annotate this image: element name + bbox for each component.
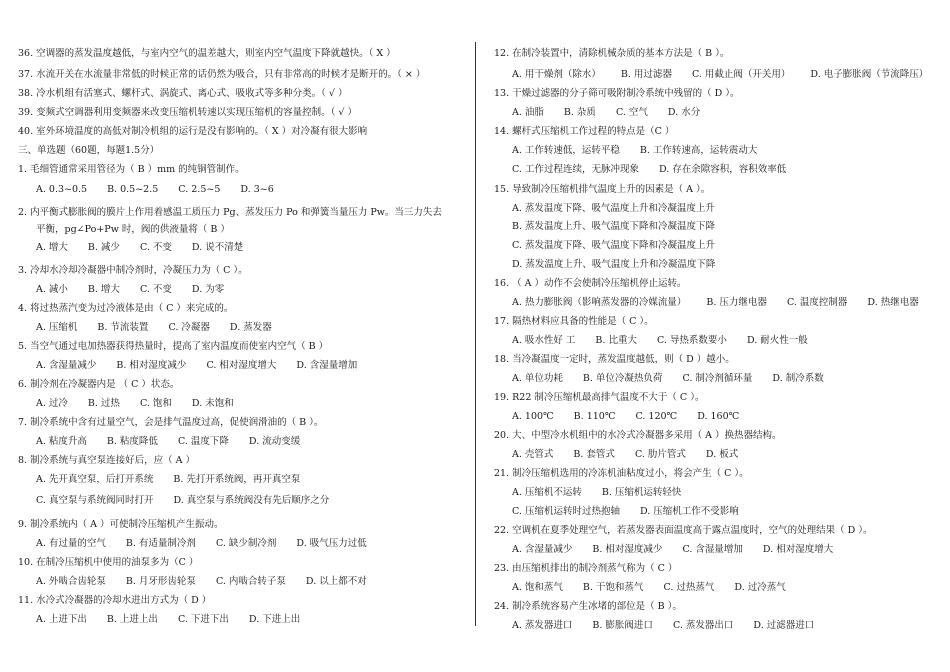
answer-option: C. 温度控制器 bbox=[786, 297, 848, 308]
answer-option: A. 上进下出 bbox=[36, 614, 87, 625]
question-line: 4. 将过热蒸汽变为过冷液体是由（ C ）来完成的。 bbox=[18, 303, 234, 314]
question-line: 14. 螺杆式压缩机工作过程的特点是（C ） bbox=[494, 126, 675, 137]
answer-option: A. 0.3~0.5 bbox=[36, 184, 88, 195]
answer-option: C. 2.5~5 bbox=[178, 184, 221, 195]
answer-option: B. 相对湿度减少 bbox=[116, 360, 187, 371]
answer-option: B. 压缩机运转轻快 bbox=[601, 487, 682, 498]
answer-option: A. 过冷 bbox=[36, 398, 68, 409]
question-line: 18. 当冷凝温度一定时，蒸发温度越低，则（ D ）越小。 bbox=[494, 354, 735, 365]
answer-options bbox=[494, 544, 934, 556]
answer-options bbox=[18, 576, 470, 588]
question-line: 2. 内平衡式膨胀阀的膜片上作用着感温工质压力 Pg、蒸发压力 Po 和弹簧当量压力 Pw。当三力失去 bbox=[18, 207, 442, 218]
answer-option: A. 增大 bbox=[36, 242, 68, 253]
answer-options bbox=[494, 145, 934, 157]
question-line: 22. 空调机在夏季处理空气，若蒸发器表面温度高于露点温度时，空气的处理结果（ D ）。 bbox=[494, 525, 873, 536]
answer-option: D. 过滤器进口 bbox=[753, 620, 815, 631]
answer-option: A. 含湿量减少 bbox=[512, 544, 573, 555]
answer-option: D. 3~6 bbox=[240, 184, 274, 195]
answer-options bbox=[494, 297, 934, 309]
question-line: 10. 在制冷压缩机中使用的油泵多为（C ） bbox=[18, 557, 199, 568]
answer-option: A. 蒸发器进口 bbox=[512, 620, 573, 631]
answer-option: C. 不变 bbox=[139, 242, 172, 253]
answer-options bbox=[494, 164, 934, 176]
answer-option: C. 饱和 bbox=[139, 398, 172, 409]
answer-option: D. 下进上出 bbox=[248, 614, 301, 625]
answer-option: D. 为零 bbox=[191, 284, 225, 295]
answer-option: B. 干饱和蒸气 bbox=[582, 582, 644, 593]
question-line: B. 蒸发温度上升、吸气温度下降和冷凝温度下降 bbox=[512, 221, 716, 232]
answer-option: D. 吸气压力过低 bbox=[296, 538, 367, 549]
answer-option: C. 冷凝器 bbox=[168, 322, 210, 333]
answer-option: B. 用过滤器 bbox=[620, 69, 672, 80]
answer-option: C. 120℃ bbox=[635, 411, 678, 422]
question-line: 36. 空调器的蒸发温度越低，与室内空气的温差越大，则室内空气温度下降就越快。（ X ） bbox=[18, 48, 396, 59]
answer-option: C. 缺少制冷剂 bbox=[215, 538, 277, 549]
answer-options bbox=[494, 506, 934, 518]
answer-option: C. 过热蒸气 bbox=[663, 582, 715, 593]
answer-option: C. 蒸发器出口 bbox=[672, 620, 734, 631]
question-line: 9. 制冷系统内（ A ）可使制冷压缩机产生振动。 bbox=[18, 519, 224, 530]
question-line: 11. 水冷式冷凝器的冷却水进出方式为（ D ） bbox=[18, 595, 212, 606]
answer-option: A. 100℃ bbox=[512, 411, 554, 422]
answer-option: D. 电子膨胀阀（节流降压） bbox=[810, 69, 929, 80]
column-divider bbox=[475, 42, 476, 626]
left-column bbox=[18, 0, 470, 672]
question-line: 24. 制冷系统容易产生冰堵的部位是（ B ）。 bbox=[494, 601, 682, 612]
answer-option: D. 压缩机工作不受影响 bbox=[639, 506, 739, 517]
answer-option: D. 制冷系数 bbox=[772, 373, 824, 384]
answer-options bbox=[18, 322, 470, 334]
question-line: 21. 制冷压缩机选用的冷冻机油粘度过小，将会产生（ C ）。 bbox=[494, 468, 749, 479]
answer-option: D. 蒸发器 bbox=[229, 322, 272, 333]
answer-options bbox=[494, 335, 934, 347]
answer-option: A. 减小 bbox=[36, 284, 68, 295]
answer-options bbox=[494, 107, 934, 119]
question-line: 37. 水流开关在水流量非常低的时候正常的话仍然为吸合，只有非常高的时候才是断开的。（ × ） bbox=[18, 69, 426, 80]
answer-options bbox=[18, 614, 470, 626]
answer-option: C. 下进下出 bbox=[177, 614, 229, 625]
answer-option: B. 增大 bbox=[87, 284, 120, 295]
question-line: 13. 干燥过滤器的分子筛可吸附制冷系统中残留的（ D ）。 bbox=[494, 88, 740, 99]
answer-option: D. 含湿量增加 bbox=[296, 360, 358, 371]
answer-options bbox=[18, 284, 470, 296]
answer-option: D. 板式 bbox=[705, 449, 739, 460]
answer-options bbox=[494, 411, 934, 423]
question-line: 平衡，pg∠Po+Pw 时，阀的供液量将（ B ） bbox=[36, 224, 230, 235]
answer-option: D. 耐火性一般 bbox=[746, 335, 808, 346]
answer-option: D. 存在余隙容积，容积效率低 bbox=[658, 164, 787, 175]
answer-option: A. 单位功耗 bbox=[512, 373, 563, 384]
right-column bbox=[494, 0, 934, 672]
question-line: D. 蒸发温度上升、吸气温度上升和冷凝温度下降 bbox=[512, 259, 716, 270]
answer-option: D. 以上都不对 bbox=[305, 576, 367, 587]
answer-option: A. 热力膨胀阀（影响蒸发器的冷媒流量） bbox=[512, 297, 687, 308]
answer-option: B. 减少 bbox=[87, 242, 120, 253]
answer-options bbox=[18, 398, 470, 410]
answer-options bbox=[18, 242, 470, 254]
answer-option: C. 空气 bbox=[615, 107, 648, 118]
answer-option: C. 压缩机运转时过热抱轴 bbox=[512, 506, 620, 517]
answer-option: B. 压力继电器 bbox=[706, 297, 767, 308]
answer-option: A. 粘度升高 bbox=[36, 436, 87, 447]
question-line: 38. 冷水机组有活塞式、螺杆式、涡旋式、离心式、吸收式等多种分类。（ √ ） bbox=[18, 88, 348, 99]
answer-option: B. 杂质 bbox=[563, 107, 596, 118]
answer-options bbox=[494, 449, 934, 461]
question-line: 40. 室外环境温度的高低对制冷机组的运行是没有影响的。（ X ）对冷凝有很大影响 bbox=[18, 126, 368, 137]
answer-option: C. 制冷剂循环量 bbox=[682, 373, 753, 384]
answer-option: C. 含湿量增加 bbox=[682, 544, 743, 555]
answer-option: D. 说不清楚 bbox=[191, 242, 244, 253]
answer-options bbox=[18, 436, 470, 448]
answer-option: A. 油脂 bbox=[512, 107, 544, 118]
answer-option: B. 月牙形齿轮泵 bbox=[125, 576, 196, 587]
answer-option: D. 过冷蒸气 bbox=[734, 582, 786, 593]
answer-option: B. 110℃ bbox=[573, 411, 616, 422]
question-line: 15. 导致制冷压缩机排气温度上升的因素是（ A ）。 bbox=[494, 184, 711, 195]
answer-option: C. 肋片管式 bbox=[634, 449, 686, 460]
answer-option: A. 压缩机不运转 bbox=[512, 487, 582, 498]
answer-option: B. 0.5~2.5 bbox=[107, 184, 159, 195]
answer-options bbox=[18, 184, 470, 196]
answer-option: D. 相对湿度增大 bbox=[762, 544, 834, 555]
answer-option: D. 流动变缓 bbox=[248, 436, 301, 447]
answer-options bbox=[494, 487, 934, 499]
question-line: 17. 隔热材料应具备的性能是（ C ）。 bbox=[494, 316, 654, 327]
answer-option: B. 粘度降低 bbox=[106, 436, 158, 447]
question-line: 16. （ A ）动作不会使制冷压缩机停止运转。 bbox=[494, 278, 687, 289]
answer-option: A. 有过量的空气 bbox=[36, 538, 106, 549]
answer-option: B. 有适量制冷剂 bbox=[125, 538, 196, 549]
answer-options bbox=[18, 474, 470, 486]
question-line: 20. 大、中型冷水机组中的水冷式冷凝器多采用（ A ）换热器结构。 bbox=[494, 430, 782, 441]
answer-option: C. 内啮合转子泵 bbox=[215, 576, 286, 587]
answer-option: A. 用干燥剂（除水） bbox=[512, 69, 601, 80]
answer-option: B. 工作转速高，运转震动大 bbox=[639, 145, 758, 156]
answer-option: C. 工作过程连续，无脉冲现象 bbox=[512, 164, 639, 175]
answer-option: B. 膨胀阀进口 bbox=[592, 620, 653, 631]
answer-option: C. 导热系数要小 bbox=[656, 335, 727, 346]
answer-option: D. 真空泵与系统阀没有先后顺序之分 bbox=[173, 495, 330, 506]
answer-options bbox=[18, 495, 470, 507]
question-line: 23. 由压缩机排出的制冷剂蒸气称为（ C ） bbox=[494, 563, 678, 574]
answer-option: B. 相对湿度减少 bbox=[592, 544, 663, 555]
question-line: 12. 在制冷装置中，清除机械杂质的基本方法是（ B ）。 bbox=[494, 48, 730, 59]
answer-options bbox=[494, 582, 934, 594]
answer-options bbox=[494, 620, 934, 632]
answer-option: C. 用截止阀（开关用） bbox=[691, 69, 791, 80]
answer-option: A. 工作转速低，运转平稳 bbox=[512, 145, 620, 156]
answer-option: A. 含湿量减少 bbox=[36, 360, 97, 371]
answer-option: A. 外啮合齿轮泵 bbox=[36, 576, 106, 587]
answer-option: A. 饱和蒸气 bbox=[512, 582, 563, 593]
question-line: C. 蒸发温度下降、吸气温度下降和冷凝温度上升 bbox=[512, 240, 715, 251]
answer-option: A. 吸水性好 工 bbox=[512, 335, 576, 346]
question-line: 7. 制冷系统中含有过量空气，会是排气温度过高，促使润滑油的（ B ）。 bbox=[18, 417, 324, 428]
answer-options bbox=[494, 373, 934, 385]
question-line: 8. 制冷系统与真空泵连接好后，应（ A ） bbox=[18, 455, 195, 466]
question-line: 1. 毛细管通常采用管径为（ B ）mm 的纯铜管制作。 bbox=[18, 164, 245, 175]
answer-options bbox=[18, 538, 470, 550]
answer-option: C. 相对湿度增大 bbox=[206, 360, 277, 371]
answer-option: B. 节流装置 bbox=[97, 322, 149, 333]
answer-option: B. 单位冷凝热负荷 bbox=[582, 373, 663, 384]
answer-options bbox=[494, 69, 934, 81]
answer-option: C. 温度下降 bbox=[177, 436, 229, 447]
answer-option: D. 水分 bbox=[667, 107, 701, 118]
answer-option: C. 真空泵与系统阀同时打开 bbox=[36, 495, 154, 506]
answer-option: B. 套管式 bbox=[573, 449, 615, 460]
answer-option: B. 过热 bbox=[87, 398, 120, 409]
answer-option: A. 先开真空泵，后打开系统 bbox=[36, 474, 154, 485]
question-line: 三、单选题（60题，每题1.5分） bbox=[18, 145, 160, 156]
answer-option: D. 未饱和 bbox=[191, 398, 234, 409]
answer-option: B. 先打开系统阀，再开真空泵 bbox=[173, 474, 301, 485]
question-line: 6. 制冷剂在冷凝器内是 （ C ）状态。 bbox=[18, 379, 180, 390]
answer-option: B. 比重大 bbox=[595, 335, 637, 346]
answer-option: B. 上进上出 bbox=[106, 614, 158, 625]
answer-option: D. 热继电器 bbox=[867, 297, 919, 308]
answer-option: C. 不变 bbox=[139, 284, 172, 295]
answer-option: A. 壳管式 bbox=[512, 449, 554, 460]
question-line: A. 蒸发温度下降、吸气温度上升和冷凝温度上升 bbox=[512, 203, 715, 214]
answer-option: D. 160℃ bbox=[697, 411, 740, 422]
answer-options bbox=[18, 360, 470, 372]
question-line: 19. R22 制冷压缩机最高排气温度不大于（ C ）。 bbox=[494, 392, 705, 403]
answer-option: A. 压缩机 bbox=[36, 322, 78, 333]
question-line: 3. 冷却水冷却冷凝器中制冷剂时，冷凝压力为（ C ）。 bbox=[18, 265, 248, 276]
question-line: 39. 变频式空调器利用变频器来改变压缩机转速以实现压缩机的容量控制。（ √ ） bbox=[18, 107, 357, 118]
question-line: 5. 当空气通过电加热器获得热量时，提高了室内温度而使室内空气（ B ） bbox=[18, 341, 329, 352]
